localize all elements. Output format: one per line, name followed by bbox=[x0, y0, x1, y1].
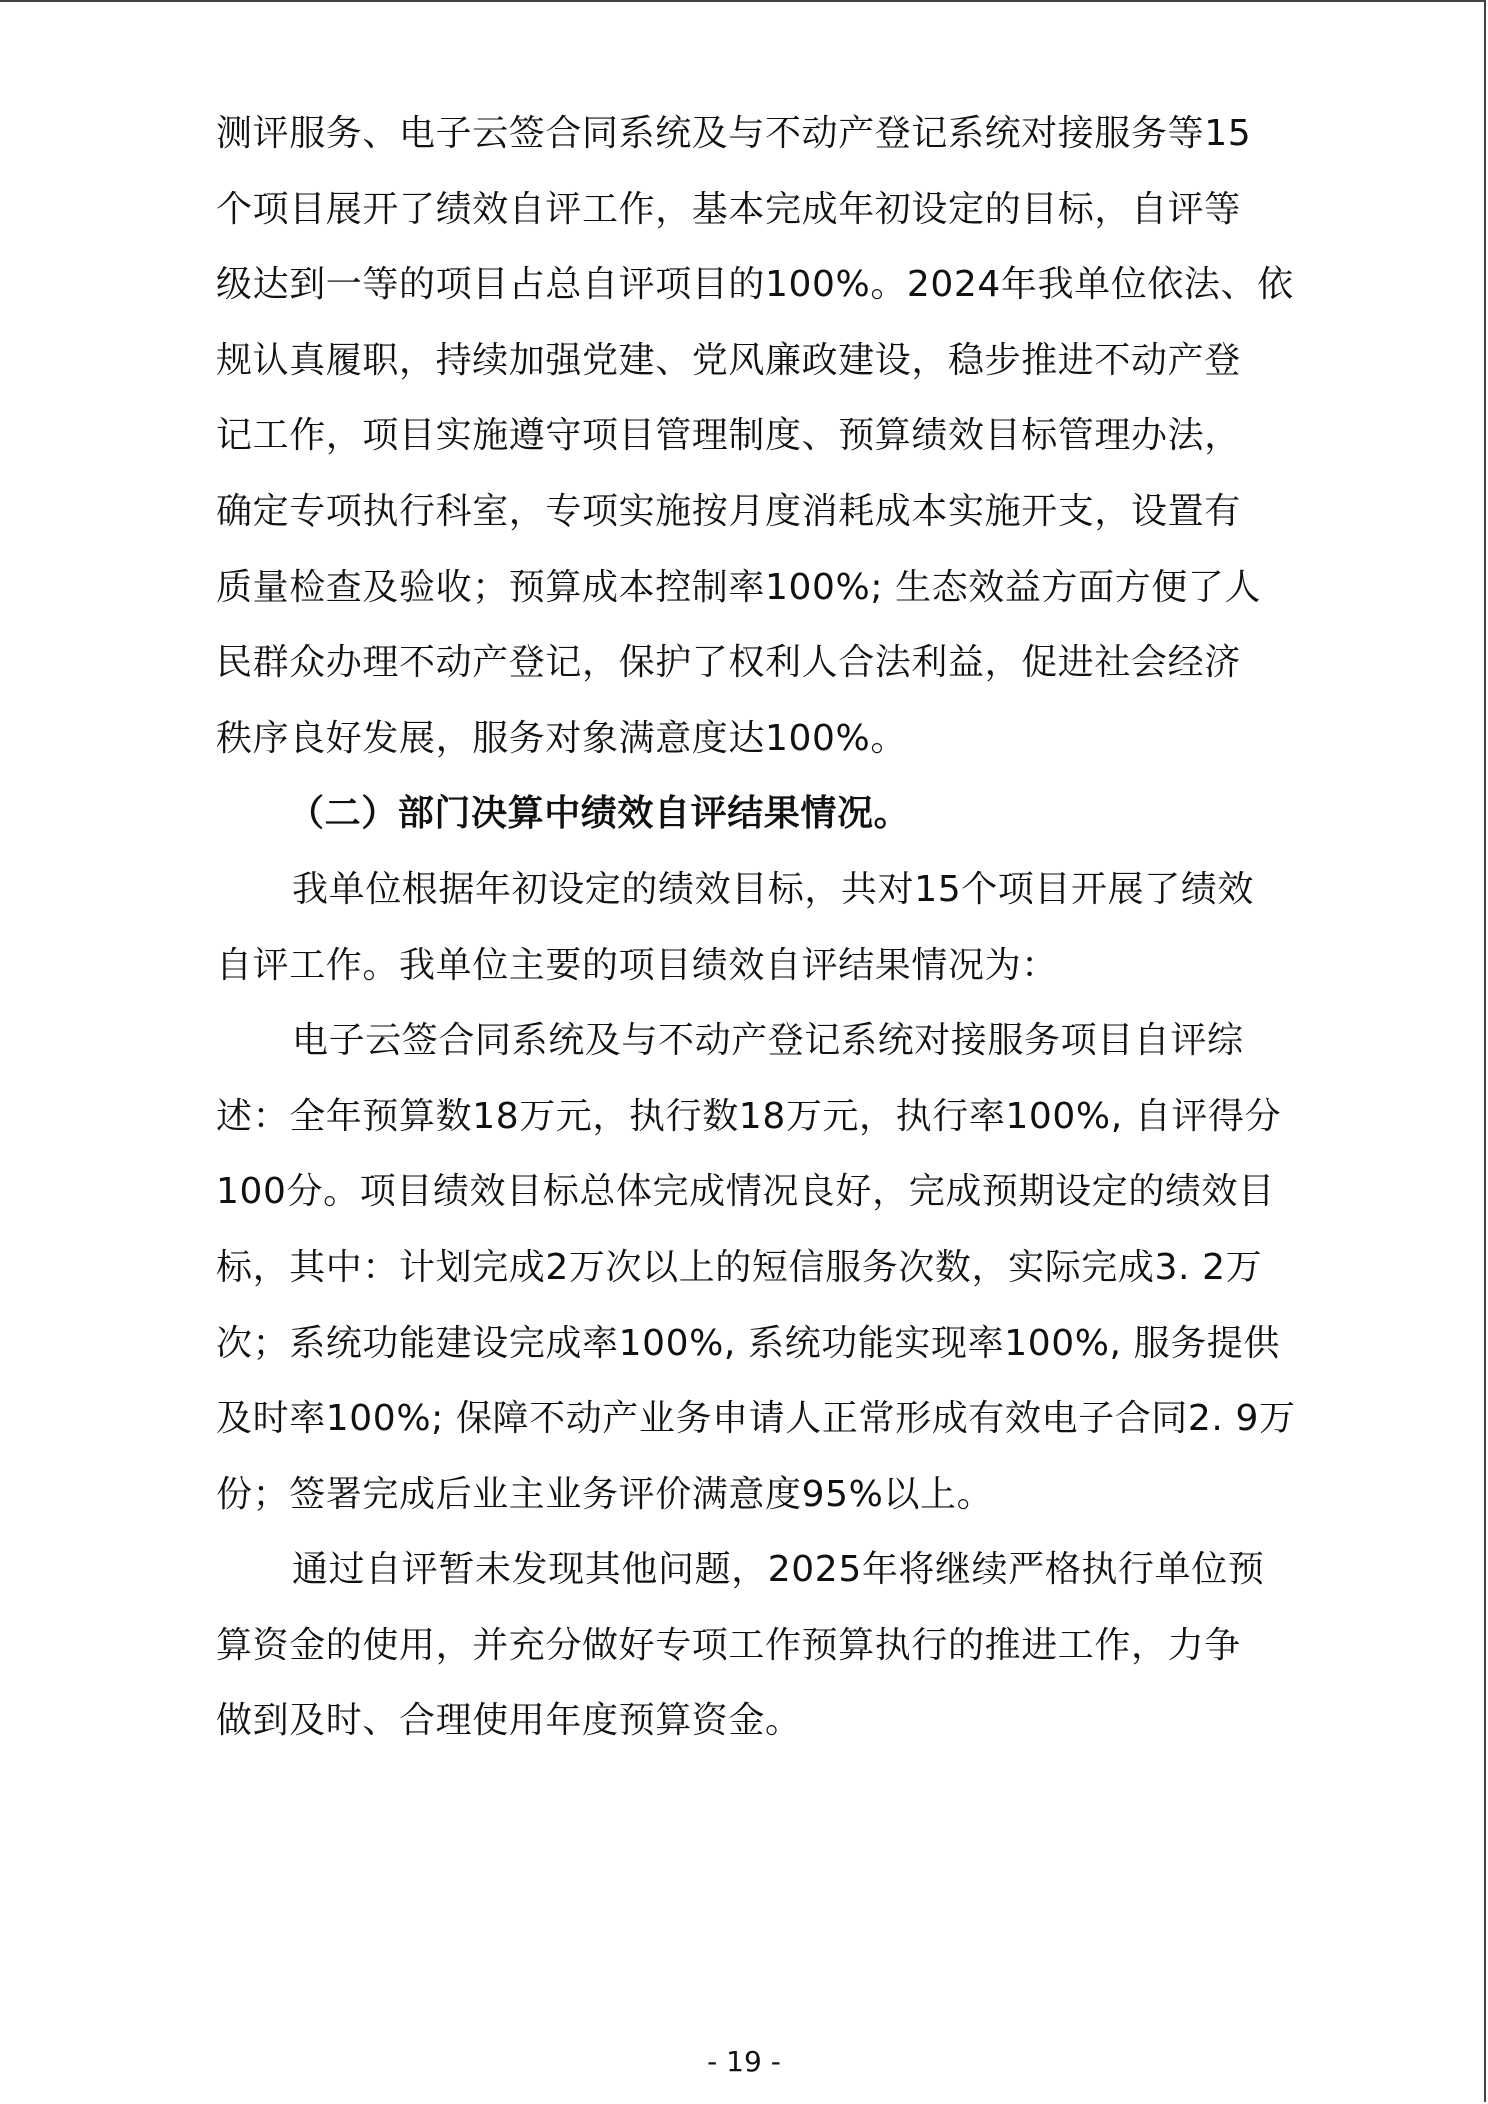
paragraph-2-line: 100分。项目绩效目标总体完成情况良好，完成预期设定的绩效目 bbox=[216, 1171, 1275, 1213]
paragraph-3-line: 算资金的使用，并充分做好专项工作预算执行的推进工作，力争 bbox=[216, 1624, 1241, 1666]
paragraph-2-line: 次；系统功能建设完成率100%, 系统功能实现率100%, 服务提供 bbox=[216, 1322, 1281, 1364]
paragraph-1-line: 自评工作。我单位主要的项目绩效自评结果情况为： bbox=[216, 944, 1058, 986]
paragraph-2-line: 述：全年预算数18万元，执行数18万元，执行率100%, 自评得分 bbox=[216, 1095, 1282, 1137]
body-line: 个项目展开了绩效自评工作，基本完成年初设定的目标，自评等 bbox=[216, 188, 1241, 230]
body-line: 确定专项执行科室，专项实施按月度消耗成本实施开支，设置有 bbox=[216, 490, 1241, 532]
paragraph-2-line: 及时率100%; 保障不动产业务申请人正常形成有效电子合同2. 9万 bbox=[216, 1398, 1296, 1440]
page-number: - 19 - bbox=[707, 2045, 781, 2078]
paragraph-1-line: 我单位根据年初设定的绩效目标，共对15个项目开展了绩效 bbox=[292, 868, 1255, 910]
paragraph-3-line: 做到及时、合理使用年度预算资金。 bbox=[216, 1700, 802, 1742]
body-line: 规认真履职，持续加强党建、党风廉政建设，稳步推进不动产登 bbox=[216, 339, 1241, 381]
body-line: 民群众办理不动产登记，保护了权利人合法利益，促进社会经济 bbox=[216, 642, 1241, 684]
paragraph-2-line: 电子云签合同系统及与不动产登记系统对接服务项目自评综 bbox=[292, 1020, 1244, 1062]
document-body bbox=[216, 96, 1296, 1759]
paragraph-3-line: 通过自评暂未发现其他问题，2025年将继续严格执行单位预 bbox=[292, 1549, 1265, 1591]
paragraph-2-line: 标，其中：计划完成2万次以上的短信服务次数，实际完成3. 2万 bbox=[216, 1246, 1263, 1288]
section-heading: （二）部门决算中绩效自评结果情况。 bbox=[288, 793, 911, 835]
body-line: 测评服务、电子云签合同系统及与不动产登记系统对接服务等15 bbox=[216, 113, 1252, 154]
body-line: 级达到一等的项目占总自评项目的100%。2024年我单位依法、依 bbox=[216, 264, 1294, 306]
body-line: 记工作，项目实施遵守项目管理制度、预算绩效目标管理办法， bbox=[216, 415, 1241, 457]
body-line: 质量检查及验收；预算成本控制率100%; 生态效益方面方便了人 bbox=[216, 566, 1262, 608]
body-line: 秩序良好发展，服务对象满意度达100%。 bbox=[216, 717, 907, 759]
paragraph-2-line: 份；签署完成后业主业务评价满意度95%以上。 bbox=[216, 1473, 994, 1515]
